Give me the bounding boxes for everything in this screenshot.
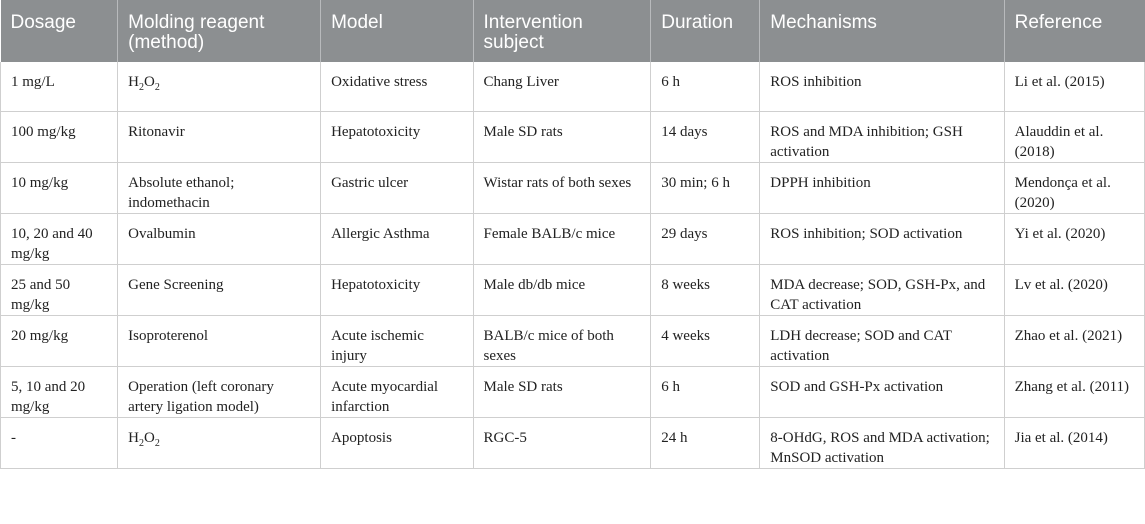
cell-model: Gastric ulcer [321,162,473,213]
cell-reference: Li et al. (2015) [1004,62,1144,111]
table-row [1,315,1145,366]
cell-dosage: - [1,417,118,468]
table-row [1,264,1145,315]
cell-mechanisms: 8-OHdG, ROS and MDA activation; MnSOD activation [760,417,1004,468]
cell-dosage: 20 mg/kg [1,315,118,366]
table-row [1,417,1145,468]
cell-duration: 24 h [651,417,760,468]
header-intervention-subject: Intervention subject [473,0,651,62]
cell-model: Hepatotoxicity [321,264,473,315]
cell-reference: Jia et al. (2014) [1004,417,1144,468]
formula-subscript: 2 [154,437,160,449]
cell-subject: BALB/c mice of both sexes [473,315,651,366]
cell-duration: 6 h [651,62,760,111]
cell-molding-reagent [118,417,321,468]
table-header [1,0,1145,62]
cell-dosage: 1 mg/L [1,62,118,111]
formula-part: O [143,429,155,446]
cell-subject: Chang Liver [473,62,651,111]
cell-subject: Male db/db mice [473,264,651,315]
cell-molding-reagent: Ritonavir [118,111,321,162]
header-row [1,0,1145,62]
cell-reference: Lv et al. (2020) [1004,264,1144,315]
cell-duration: 8 weeks [651,264,760,315]
cell-mechanisms: MDA decrease; SOD, GSH-Px, and CAT activation [760,264,1004,315]
cell-reference: Alauddin et al. (2018) [1004,111,1144,162]
cell-subject: Male SD rats [473,111,651,162]
cell-model: Allergic Asthma [321,213,473,264]
cell-molding-reagent: Operation (left coronary artery ligation model) [118,366,321,417]
cell-duration: 29 days [651,213,760,264]
cell-dosage: 5, 10 and 20 mg/kg [1,366,118,417]
cell-mechanisms: SOD and GSH-Px activation [760,366,1004,417]
cell-duration: 6 h [651,366,760,417]
formula-part: H [128,74,139,90]
cell-reference: Zhang et al. (2011) [1004,366,1144,417]
cell-model: Hepatotoxicity [321,111,473,162]
header-model: Model [321,0,473,62]
table-body [1,62,1145,468]
table-row [1,366,1145,417]
cell-molding-reagent: Ovalbumin [118,213,321,264]
header-molding-reagent: Molding reagent (method) [118,0,321,62]
formula-subscript: 2 [154,82,160,93]
table-row [1,162,1145,213]
cell-reference: Zhao et al. (2021) [1004,315,1144,366]
cell-duration: 14 days [651,111,760,162]
cell-duration: 30 min; 6 h [651,162,760,213]
cell-dosage: 10, 20 and 40 mg/kg [1,213,118,264]
cell-reference: Yi et al. (2020) [1004,213,1144,264]
cell-molding-reagent [118,62,321,111]
header-dosage: Dosage [1,0,118,62]
cell-molding-reagent: Gene Screening [118,264,321,315]
cell-subject: Female BALB/c mice [473,213,651,264]
table-row [1,62,1145,111]
header-duration: Duration [651,0,760,62]
cell-subject: RGC-5 [473,417,651,468]
table-row [1,111,1145,162]
cell-subject: Male SD rats [473,366,651,417]
cell-dosage: 100 mg/kg [1,111,118,162]
header-mechanisms: Mechanisms [760,0,1004,62]
cell-model: Acute myocardial infarction [321,366,473,417]
cell-mechanisms: ROS inhibition [760,62,1004,111]
cell-reference: Mendonça et al. (2020) [1004,162,1144,213]
formula-part: H [128,429,139,446]
cell-molding-reagent: Absolute ethanol; indomethacin [118,162,321,213]
cell-model: Oxidative stress [321,62,473,111]
cell-mechanisms: ROS inhibition; SOD activation [760,213,1004,264]
cell-mechanisms: DPPH inhibition [760,162,1004,213]
formula-part: O [143,74,155,90]
cell-mechanisms: ROS and MDA inhibition; GSH activation [760,111,1004,162]
cell-subject: Wistar rats of both sexes [473,162,651,213]
cell-model: Acute ischemic injury [321,315,473,366]
cell-dosage: 25 and 50 mg/kg [1,264,118,315]
cell-mechanisms: LDH decrease; SOD and CAT activation [760,315,1004,366]
formula-subscript: 2 [138,437,144,449]
cell-dosage: 10 mg/kg [1,162,118,213]
cell-molding-reagent: Isoproterenol [118,315,321,366]
table-row [1,213,1145,264]
header-reference: Reference [1004,0,1144,62]
formula-subscript: 2 [138,82,144,93]
cell-duration: 4 weeks [651,315,760,366]
cell-model: Apoptosis [321,417,473,468]
